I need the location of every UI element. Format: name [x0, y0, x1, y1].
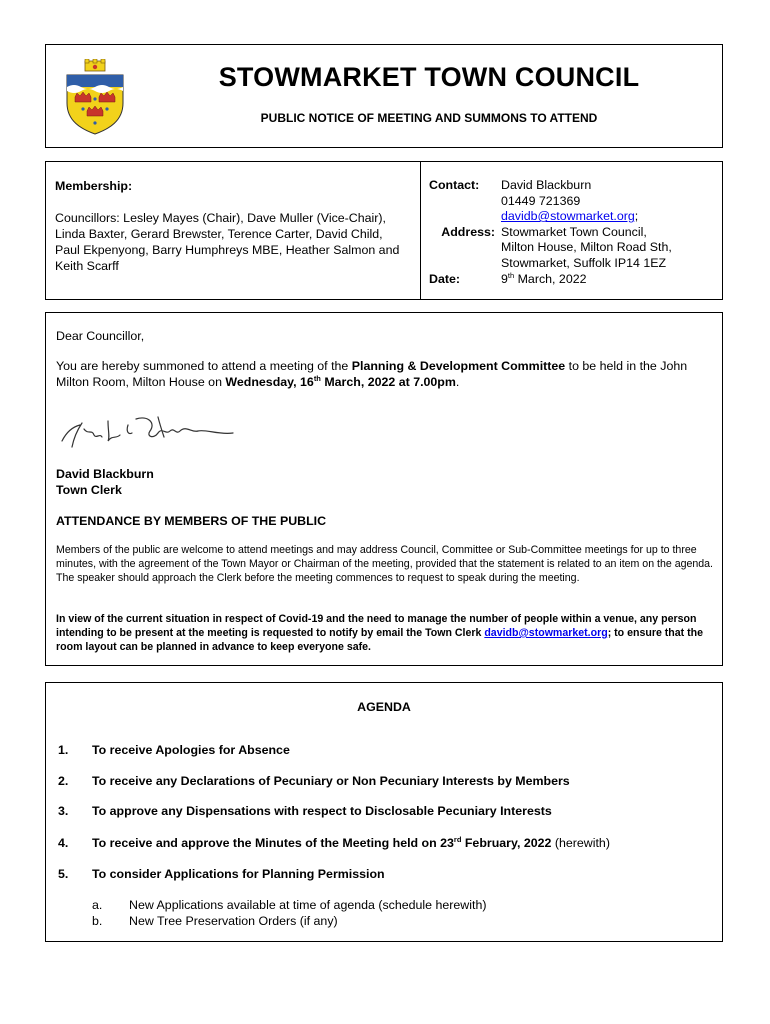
summons-text: You are hereby summoned to attend a meeting of the Planning & Development Committee to be held in the John Milton Room, Milton House on Wednesday, 16th March, 2022 at 7.00pm.: [56, 359, 688, 389]
notice-date: [501, 272, 719, 288]
committee-name: Planning & Development Committee: [351, 359, 566, 373]
subitem-text: New Applications available at time of agenda (schedule herewith): [129, 898, 487, 912]
agenda-subitem: [92, 898, 486, 912]
date-day: 9: [501, 271, 508, 286]
membership-section: [55, 178, 405, 274]
header-box: [45, 44, 723, 148]
subitem-letter: a.: [92, 898, 103, 912]
council-title: STOWMARKET TOWN COUNCIL: [218, 62, 640, 92]
meeting-datetime: Wednesday, 16th March, 2022 at 7.00pm: [225, 373, 456, 389]
contact-label: Contact:: [429, 178, 480, 192]
date-label: Date:: [429, 271, 460, 286]
date-suffix: th: [507, 270, 515, 280]
subitem-letter: b.: [92, 914, 103, 928]
agenda-item-text: To receive and approve the Minutes of the Meeting held on 23rd February, 2022 (herewith): [92, 834, 610, 850]
agenda-item: [58, 836, 714, 850]
agenda-item-text: To consider Applications for Planning Permission: [92, 867, 385, 881]
coat-of-arms-icon: [61, 59, 129, 135]
agenda-item: [58, 774, 714, 788]
covid-paragraph: In view of the current situation in respect of Covid-19 and the need to manage the number of people within a venue, any person intending to be present at the meeting is requested to notify by email the Town Clerk davidb@stowmarket.org; to ensure that the room layout can be planned in advance to keep everyone safe.: [56, 613, 704, 653]
agenda-item-number: 5.: [58, 867, 69, 881]
signature-icon: [58, 407, 258, 453]
agenda-item: [58, 804, 714, 818]
contact-email-link[interactable]: davidb@stowmarket.org: [501, 209, 635, 224]
address-line-1: Stowmarket Town Council,: [501, 224, 647, 239]
address-line-2: Milton House, Milton Road Sth,: [501, 240, 672, 255]
agenda-item: [58, 743, 714, 757]
contact-phone: 01449 721369: [501, 193, 581, 208]
column-divider: [420, 162, 421, 299]
letter-box: [45, 312, 723, 666]
agenda-item-number: 4.: [58, 836, 69, 850]
contact-email-suffix: ;: [634, 209, 639, 224]
attendance-heading: ATTENDANCE BY MEMBERS OF THE PUBLIC: [56, 514, 327, 528]
agenda-item-text: To approve any Dispensations with respect to Disclosable Pecuniary Interests: [92, 804, 552, 818]
contact-section: [429, 178, 719, 287]
agenda-subitem: [92, 914, 338, 928]
clerk-email-link[interactable]: davidb@stowmarket.org: [484, 627, 608, 639]
agenda-item-number: 2.: [58, 774, 69, 788]
date-month-year: March, 2022: [514, 271, 587, 286]
agenda-item-number: 3.: [58, 804, 69, 818]
agenda-box: [45, 682, 723, 942]
agenda-item: [58, 867, 714, 881]
contact-name: David Blackburn: [501, 178, 592, 192]
address-line-3: Stowmarket, Suffolk IP14 1EZ: [501, 255, 667, 270]
membership-heading: Membership:: [55, 179, 133, 193]
agenda-item-text: To receive Apologies for Absence: [92, 743, 290, 757]
notice-subtitle: PUBLIC NOTICE OF MEETING AND SUMMONS TO ATTEND: [260, 111, 598, 125]
signer-block: [56, 466, 154, 498]
public-attendance-paragraph: Members of the public are welcome to attend meetings and may address Council, Committee or Sub-Committee meetings for up to three minutes, with the agreement of the Town Mayor or Chairman of the meeting, provided that the statement is related to an item on the agenda. The speaker should approach the Clerk before the meeting commences to request to speak during the meeting.: [56, 544, 713, 584]
membership-contact-box: [45, 161, 723, 300]
signer-title: Town Clerk: [56, 483, 122, 497]
address-label: Address:: [441, 224, 495, 239]
councillor-list: Councillors: Lesley Mayes (Chair), Dave Muller (Vice-Chair), Linda Baxter, Gerard Brewster, Terence Carter, David Child, Paul Ekpenyong, Barry Humphreys MBE, Heather Salmon and Keith Scarff: [55, 211, 400, 273]
signer-name: David Blackburn: [56, 467, 154, 481]
agenda-title: AGENDA: [357, 700, 411, 714]
letter-body: [56, 328, 712, 390]
salutation: Dear Councillor,: [56, 329, 145, 343]
agenda-item-number: 1.: [58, 743, 69, 757]
subitem-text: New Tree Preservation Orders (if any): [129, 914, 338, 928]
agenda-item-text: To receive any Declarations of Pecuniary or Non Pecuniary Interests by Members: [92, 774, 570, 788]
